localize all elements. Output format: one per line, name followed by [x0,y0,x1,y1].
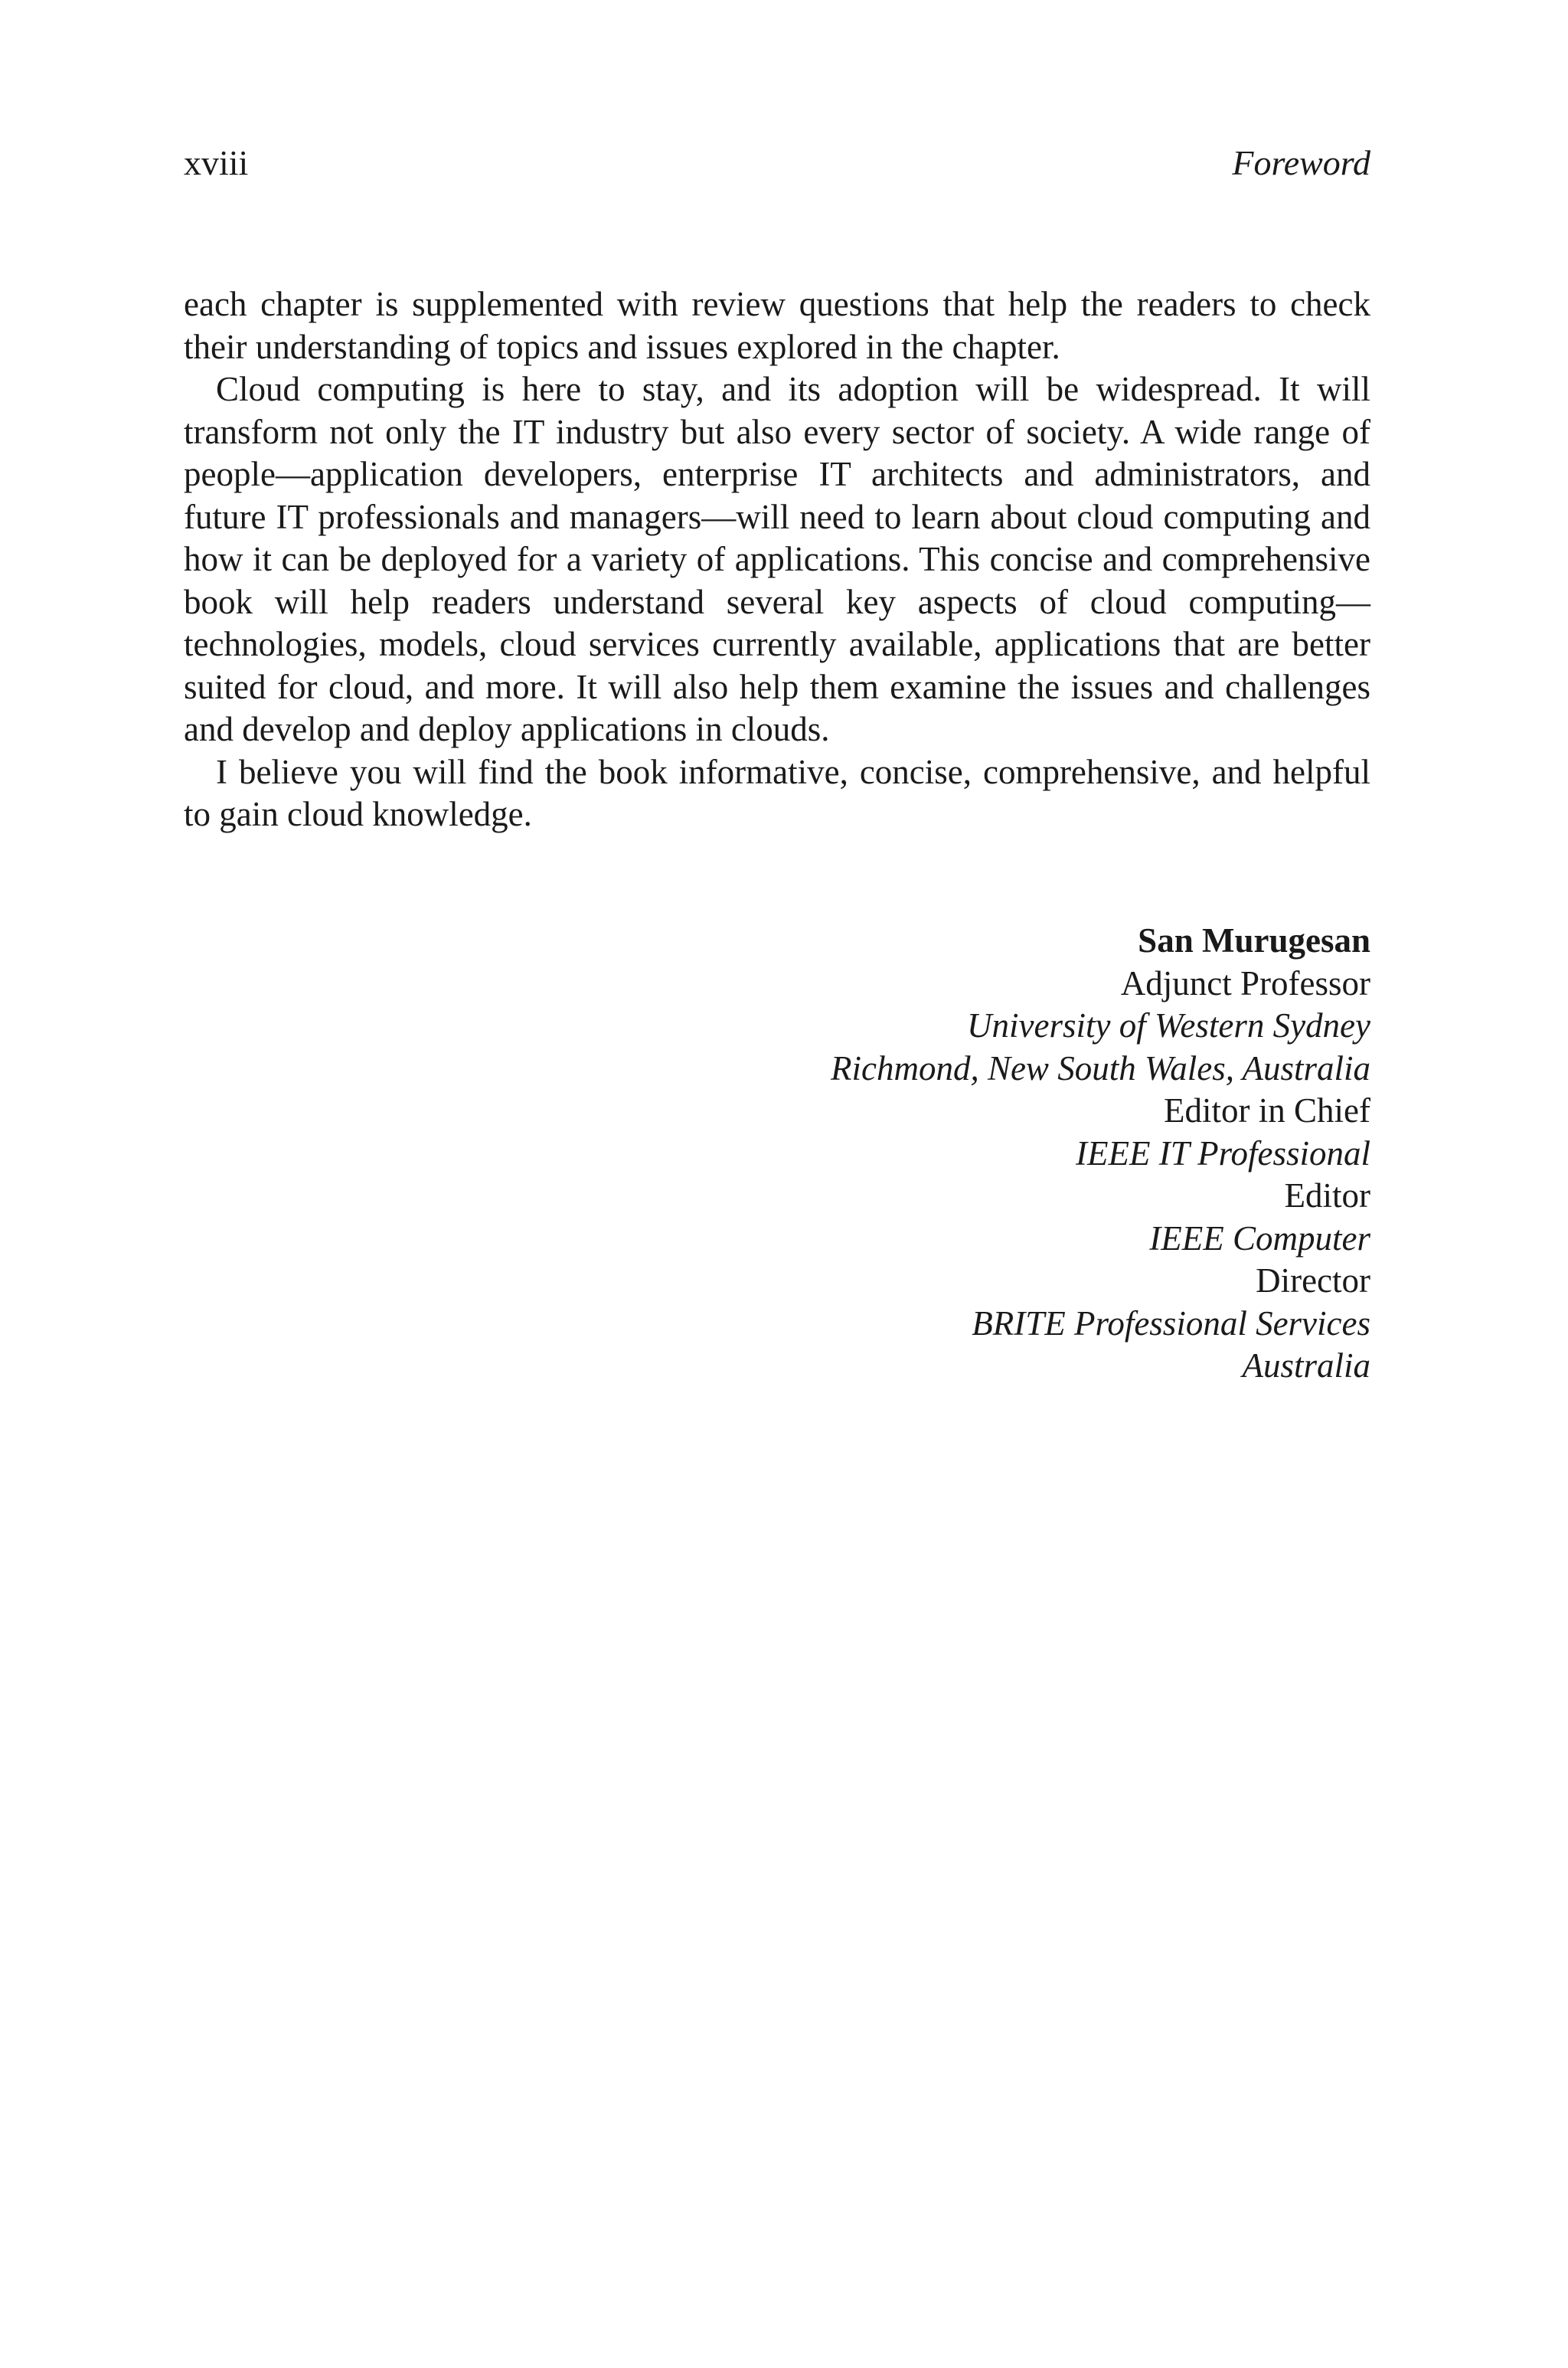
author-title: Adjunct Professor [1120,963,1370,1002]
author-affiliation: IEEE IT Professional [1076,1133,1370,1173]
author-affiliation: IEEE Computer [1149,1218,1370,1258]
author-affiliation: University of Western Sydney [967,1006,1370,1045]
paragraph: I believe you will find the book informative, concise, comprehensive, and helpful to gain cloud knowledge. [184,752,1370,833]
body-text [184,283,1370,836]
paragraph-continued: each chapter is supplemented with review questions that help the readers to check their understanding of topics and issues explored in the chapter. [184,285,1370,366]
page-number: xviii [184,143,249,182]
author-title: Director [1256,1261,1370,1300]
section-title: Foreword [1232,143,1370,182]
author-affiliation: BRITE Professional Services [972,1303,1370,1343]
running-head [184,136,1370,190]
paragraph: Cloud computing is here to stay, and its adoption will be widespread. It will transform not only the IT industry but also every sector of society. A wide range of people—application developers, enterprise IT architects and administrators, and future IT professionals and managers—will need to learn about cloud computing and how it can be deployed for a variety of applications. This concise and comprehensive book will help readers understand several key aspects of cloud computing—technologies, models, cloud services currently available, applications that are better suited for cloud, and more. It will also help them examine the issues and challenges and develop and deploy applications in clouds. [184,370,1370,748]
author-title: Editor [1284,1176,1370,1215]
author-name: San Murugesan [1138,921,1370,960]
signature-block [528,920,1370,1388]
author-title: Editor in Chief [1164,1091,1370,1130]
author-location: Australia [1242,1346,1370,1385]
author-location: Richmond, New South Wales, Australia [830,1048,1370,1088]
book-page [184,0,1370,2368]
